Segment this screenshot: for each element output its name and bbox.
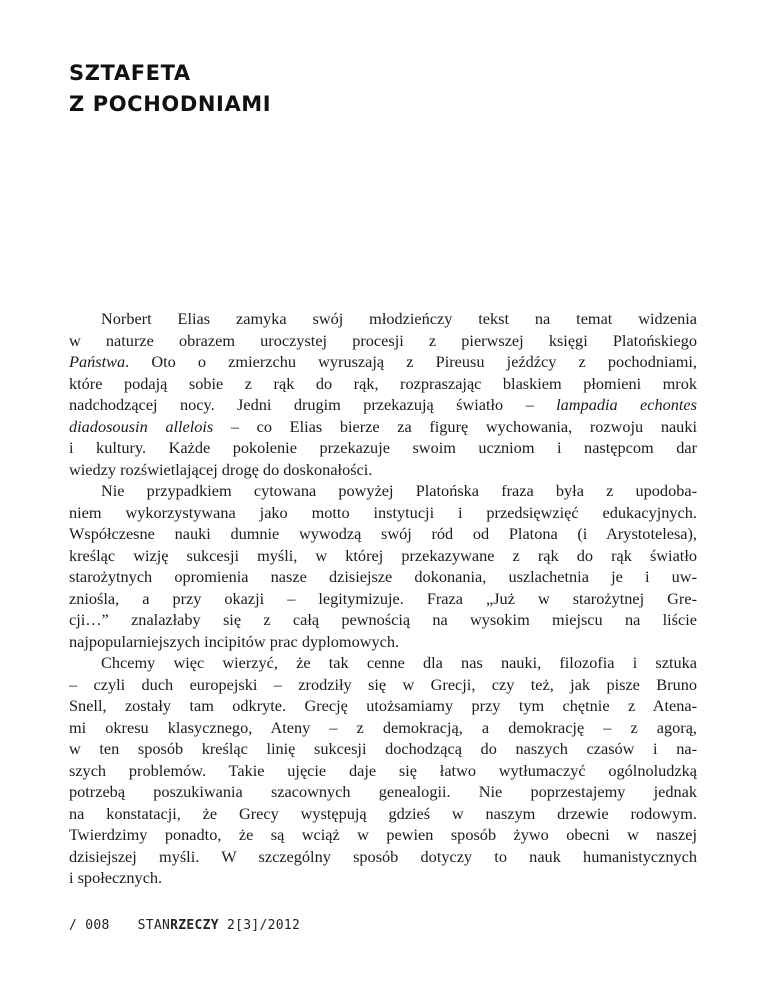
text-line: zniośla, a przy okazji – legitymizuje. Fraza „Już w starożytnej Gre- [69,588,697,608]
text-line: Nie przypadkiem cytowana powyżej Platońska fraza była z upodoba- [101,481,697,500]
text-line: potrzebą poszukiwania szacownych genealogii. Nie poprzestajemy jednak [69,782,697,801]
text-line: dzisiejszej myśli. W szczególny sposób dotyczy to nauk humanistycznych [69,846,697,866]
text-line: nadchodzącej nocy. Jedni drugim przekazują światło – lampadia echontes [69,395,697,414]
journal-name-bold: RZECZY [170,918,219,933]
page-number: / 008 [69,918,110,933]
text-line: Państwa. Oto o zmierzchu wyruszają z Pireusu jeźdźcy z pochodniami, [69,352,697,371]
text-line: – czyli duch europejski – zrodziły się w Grecji, czy też, jak pisze Bruno [69,674,697,694]
title-line-2: Z POCHODNIAMI [69,92,272,116]
paragraph [69,652,697,889]
text-line: w naturze obrazem uroczystej procesji z pierwszej księgi Platońskiego [69,330,697,350]
text-line: diadosousin allelois – co Elias bierze za figurę wychowania, rozwoju nauki [69,416,697,436]
text-line: wiedzy rozświetlającej drogę do doskonałości. [69,459,373,479]
text-line: starożytnych opromienia nasze dzisiejsze dokonania, uszlachetnia je i uw- [69,567,697,586]
text-line: szych problemów. Takie ujęcie daje się łatwo wytłumaczyć ogólnoludzką [69,760,697,780]
paragraph [69,480,697,652]
text-line: i społecznych. [69,868,163,887]
text-line: które podają sobie z rąk do rąk, rozpraszając blaskiem płomieni mrok [69,373,697,393]
article-body [69,308,697,889]
text-line: kreśląc wizję sukcesji myśli, w której przekazywane z rąk do rąk światło [69,545,697,565]
text-line: Chcemy więc wierzyć, że tak cenne dla nas nauki, filozofia i sztuka [101,653,697,672]
article-title [69,58,271,120]
text-line: najpopularniejszych incipitów prac dyplomowych. [69,631,400,651]
text-line: w ten sposób kreśląc linię sukcesji dochodzącą do naszych czasów i na- [69,739,697,758]
text-line: niem wykorzystywana jako motto instytucji i przedsięwzięć edukacyjnych. [69,502,697,522]
text-line: cji…” znalazłaby się z całą pewnością na wysokim miejscu na liście [69,610,697,629]
text-line: Norbert Elias zamyka swój młodzieńczy tekst na temat widzenia [101,309,697,328]
text-line: i kultury. Każde pokolenie przekazuje swoim uczniom i następcom dar [69,438,697,457]
text-line: Twierdzimy ponadto, że są wciąż w pewien sposób żywo obecni w naszej [69,825,697,844]
text-line: mi okresu klasycznego, Ateny – z demokracją, a demokrację – z agorą, [69,717,697,737]
text-line: Współczesne nauki dumnie wywodzą swój ród od Platona (i Arystotelesa), [69,524,697,543]
journal-issue: 2[3]/2012 [218,918,301,933]
journal-name-prefix: STAN [137,918,171,933]
paragraph [69,308,697,480]
title-line-1: SZTAFETA [69,61,191,85]
text-line: Snell, zostały tam odkryte. Grecję utożsamiamy przy tym chętnie z Atena- [69,696,697,715]
text-line: na konstatacji, że Grecy występują gdzieś w naszym drzewie rodowym. [69,803,697,823]
page-footer [69,918,300,933]
